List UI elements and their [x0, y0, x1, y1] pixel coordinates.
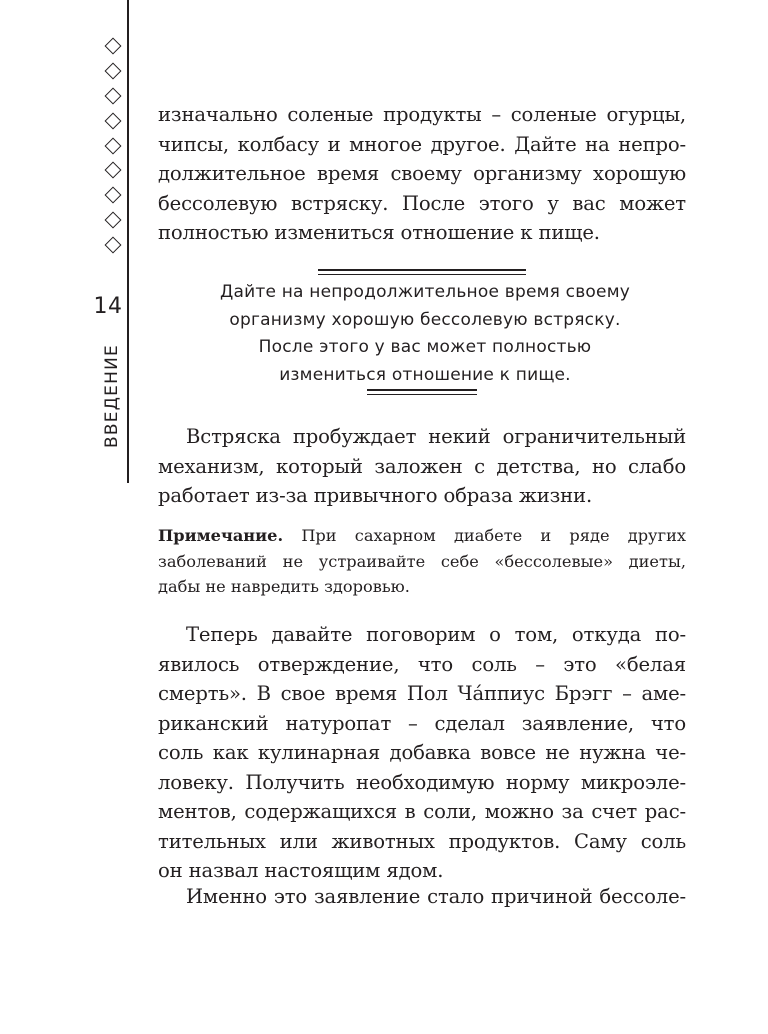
text-line: бессолевую встряску. После этого у вас может	[158, 191, 686, 215]
note-first-line	[158, 523, 686, 549]
text-line: дабы не навредить здоровью.	[158, 577, 410, 596]
margin-rule	[127, 0, 129, 483]
paragraph-4	[158, 882, 686, 912]
paragraph-3	[158, 620, 686, 886]
page-number: 14	[93, 294, 123, 319]
text-line: соль как кулинарная добавка вовсе не нужна че-	[158, 741, 686, 764]
text-line: чипсы, колбасу и многое другое. Дайте на непро-	[158, 132, 686, 156]
diamond-icon	[105, 162, 122, 179]
text-line: риканский натуропат – сделал заявление, что	[158, 711, 686, 735]
note-text: При сахарном диабете и ряде других	[301, 526, 686, 545]
quote-bottom-rule	[367, 389, 477, 395]
quote-line: После этого у вас может полностью	[258, 337, 592, 357]
diamond-icon	[105, 87, 122, 104]
diamond-icon	[105, 187, 122, 204]
text-line: явилось отверждение, что соль – это «белая	[158, 652, 686, 676]
text-line: смерть». В свое время Пол Ча́ппиус Брэгг – аме-	[158, 682, 686, 705]
diamond-icon	[105, 212, 122, 229]
text-line: он назвал настоящим ядом.	[158, 859, 444, 882]
text-line: механизм, который заложен с детства, но слабо	[158, 454, 686, 478]
diamond-icon	[105, 112, 122, 129]
text-line: изначально соленые продукты – соленые огурцы,	[158, 103, 686, 126]
text-line: Встряска пробуждает некий ограничительный	[186, 425, 686, 448]
pull-quote	[190, 279, 660, 389]
text-line: работает из-за привычного образа жизни.	[158, 484, 593, 507]
quote-line: измениться отношение к пище.	[279, 364, 571, 385]
diamond-icon	[105, 137, 122, 154]
text-line: полностью измениться отношение к пище.	[158, 221, 600, 244]
text-line: ментов, содержащихся в соли, можно за счет рас-	[158, 800, 686, 823]
text-line: тительных или животных продуктов. Саму соль	[158, 829, 686, 853]
text-line: ловеку. Получить необходимую норму микроэле-	[158, 770, 686, 794]
diamond-icon	[105, 237, 122, 254]
section-label: ВВЕДЕНИЕ	[102, 344, 122, 448]
paragraph-2	[158, 422, 686, 511]
quote-line: Дайте на непродолжительное время своему	[220, 282, 630, 302]
text-line: Теперь давайте поговорим о том, откуда по-	[186, 623, 686, 646]
diamond-ornaments	[104, 40, 124, 264]
text-line: Именно это заявление стало причиной бессоле-	[186, 885, 686, 908]
quote-line: организму хорошую бессолевую встряску.	[229, 309, 621, 330]
note-block	[158, 523, 686, 600]
paragraph-1	[158, 100, 686, 248]
diamond-icon	[105, 62, 122, 79]
note-label: Примечание.	[158, 526, 284, 545]
text-line: заболеваний не устраивайте себе «бессолевые» диеты,	[158, 551, 686, 571]
text-line: должительное время своему организму хорошую	[158, 162, 686, 185]
diamond-icon	[105, 38, 122, 55]
quote-top-rule	[318, 269, 526, 275]
